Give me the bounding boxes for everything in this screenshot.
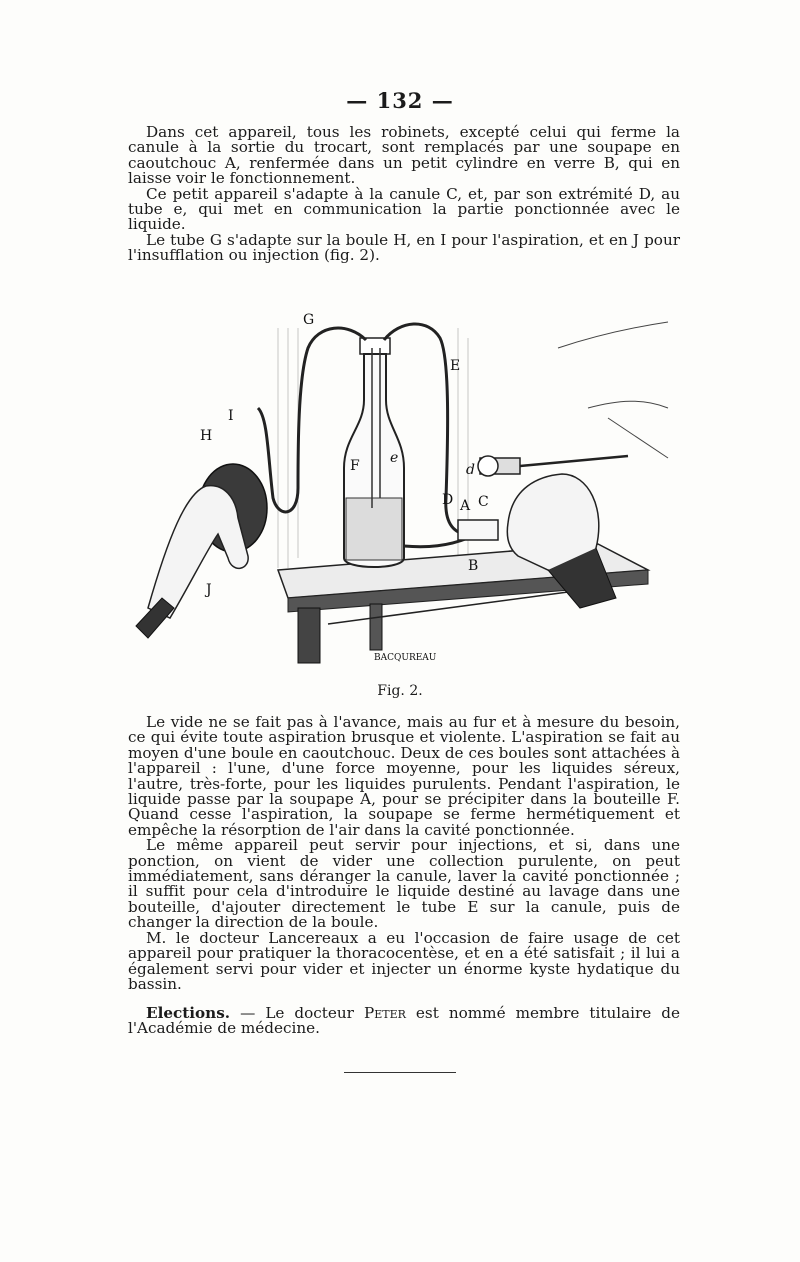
- elections-dash: —: [230, 1004, 266, 1022]
- label-e: e: [390, 450, 399, 466]
- figure-caption: Fig. 2.: [377, 683, 423, 699]
- label-A: A: [460, 498, 471, 514]
- label-I: I: [228, 408, 234, 424]
- elections-text-after: est nommé membre titulaire de l'Académie de médecine.: [128, 1004, 681, 1038]
- paragraph-tube-connection: Le tube G s'adapte sur la boule H, en I pour l'aspiration, et en J pour l'insufflation ou injection (fig. 2).: [128, 230, 680, 265]
- label-J: J: [206, 582, 212, 598]
- paragraph-vacuum: Le vide ne se fait pas à l'avance, mais au fur et à mesure du besoin, ce qui évite toute aspiration brusque et violente. L'aspiration se fait au moyen d'une boule en caoutchouc. Deux de ces boules sont attachées à l'appareil : l'une, d'une force moyenne, pour les liquides séreux, l'autre, très-forte, pour les liquides purulents. Pendant l'aspiration, le liquide passe par la soupape A, pour se précipiter dans la bouteille F. Quand cesse l'aspiration, la soupape se ferme hermétiquement et empêche la résorption de l'air dans la cavité ponctionnée.: [128, 713, 680, 839]
- page-number: — 132 —: [346, 88, 454, 113]
- body-text-block: [128, 715, 680, 992]
- elections-heading: Elections.: [146, 1004, 231, 1022]
- engraver-signature: BACQUREAU: [374, 653, 437, 663]
- paragraph-apparatus-description: Dans cet appareil, tous les robinets, excepté celui qui ferme la canule à la sortie du trocart, sont remplacés par une soupape en caoutchouc A, renfermée dans un petit cylindre en verre B, qui en laisse voir le fonctionnement.: [128, 123, 680, 188]
- elections-name: Peter: [363, 1004, 406, 1022]
- top-text-block: [128, 125, 680, 264]
- label-B: B: [468, 558, 479, 574]
- label-d: d: [466, 462, 475, 478]
- elections-text-before: Le docteur: [265, 1004, 364, 1022]
- label-E: E: [450, 358, 461, 374]
- paragraph-injections: Le même appareil peut servir pour injections, et si, dans une ponction, on vient de vider une collection purulente, on peut immédiatement, sans déranger la canule, laver la cavité ponctionnée ; il suffit pour cela d'introduire le liquide destiné au lavage dans une bouteille, d'ajouter directement le tube E sur la canule, puis de changer la direction de la boule.: [128, 836, 680, 932]
- paragraph-elections: [128, 1006, 680, 1037]
- paragraph-canula-connection: Ce petit appareil s'adapte à la canule C, et, par son extrémité D, au tube e, qui met en communication la partie ponctionnée avec le liquide.: [128, 184, 680, 234]
- figure-aspirator-illustration: [128, 308, 680, 668]
- engraving-drawing: [128, 308, 680, 668]
- closing-rule: [344, 1072, 456, 1073]
- label-H: H: [200, 428, 213, 444]
- label-C: C: [478, 494, 489, 510]
- left-hand-with-bulb: [136, 464, 267, 638]
- paragraph-lancereaux: M. le docteur Lancereaux a eu l'occasion de faire usage de cet appareil pour pratiquer la thoracocentèse, et en a été satisfait ; il lui a également servi pour vider et injecter un énorme kyste hydatique du bassin.: [128, 928, 680, 993]
- label-F: F: [350, 458, 360, 474]
- label-G: G: [303, 312, 315, 328]
- elections-notice: [128, 1006, 680, 1037]
- label-D: D: [442, 492, 454, 508]
- sketch-lines: [558, 322, 668, 458]
